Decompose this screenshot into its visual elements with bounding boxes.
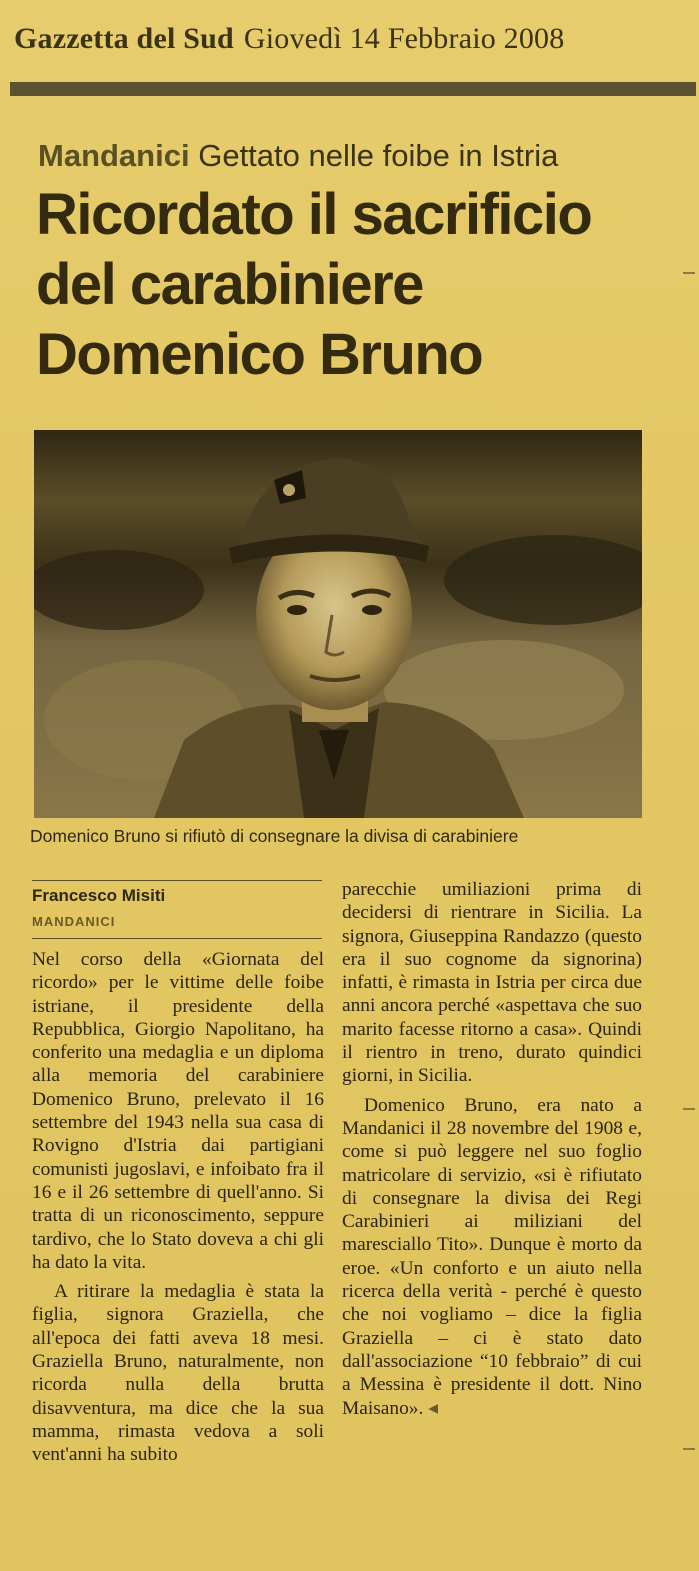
portrait-photo: [34, 430, 642, 818]
masthead-rule: [10, 82, 696, 96]
headline-line-1: Ricordato il sacrificio: [36, 182, 592, 247]
article-column-1: [32, 948, 324, 1467]
margin-mark: [683, 1448, 695, 1450]
byline-author: Francesco Misiti: [32, 886, 166, 905]
paragraph: [342, 1094, 642, 1420]
headline-line-2: del carabiniere: [36, 252, 423, 317]
margin-mark: [683, 272, 695, 274]
photo-caption: Domenico Bruno si rifiutò di consegnare la divisa di carabiniere: [30, 826, 519, 846]
paragraph: A ritirare la medaglia è stata la figlia, signora Graziella, che all'epoca dei fatti aveva 18 mesi. Graziella Bruno, naturalmente, non ricorda nulla della brutta disavventura, ma dice che la sua mamma, rimasta vedova a soli vent'anni ha subito: [32, 1281, 324, 1466]
headline: [36, 180, 686, 390]
dateline: MANDANICI: [32, 914, 116, 929]
byline-rule-bottom: [32, 938, 322, 939]
portrait-illustration: [34, 430, 642, 818]
margin-mark: [683, 1108, 695, 1110]
headline-line-3: Domenico Bruno: [36, 322, 483, 387]
kicker-text: Gettato nelle foibe in Istria: [198, 138, 559, 173]
kicker-place: Mandanici: [38, 138, 190, 173]
paragraph: parecchie umiliazioni prima di decidersi di rientrare in Sicilia. La signora, Giuseppina Randazzo (questo era il suo cognome da signorina) infatti, è rimasta in Istria per circa due anni ancora perché «aspettava che suo marito facesse ritorno a casa». Quindi il rientro in treno, durato quindici giorni, in Sicilia.: [342, 879, 642, 1087]
newspaper-name: Gazzetta del Sud: [14, 22, 234, 55]
paragraph: Nel corso della «Giornata del ricordo» per le vittime delle foibe istriane, il presidente della Repubblica, Giorgio Napolitano, ha conferito una medaglia e un diploma alla memoria del carabiniere Domenico Bruno, prelevato il 16 settembre del 1943 nella sua casa di Rovigno d'Istria dai partigiani comunisti jugoslavi, e infoibato fra il 16 e il 26 settembre di quell'anno. Si tratta di un riconoscimento, seppure tardivo, che lo Stato doveva a chi gli ha dato la vita.: [32, 949, 324, 1273]
kicker: [38, 138, 678, 174]
article-column-2: [342, 878, 642, 1420]
publication-date: Giovedì 14 Febbraio 2008: [243, 22, 565, 55]
masthead: [14, 22, 684, 56]
paragraph-text: Domenico Bruno, era nato a Mandanici il 28 novembre del 1908 e, come si può leggere nel suo foglio matricolare di servizio, «si è rifiutato di consegnare la divisa dei Regi Carabinieri ai miliziani del maresciallo Tito». Dunque è morto da eroe. «Un conforto e un aiuto nella ricerca della verità - perché è questo che noi vogliamo – dice la figlia Graziella – ci è stato dato dall'associazione “10 febbraio” di cui a Messina è presidente il dott. Nino Maisano».: [342, 1094, 642, 1419]
end-of-article-icon: ◂: [428, 1397, 438, 1419]
byline-rule-top: [32, 880, 322, 881]
